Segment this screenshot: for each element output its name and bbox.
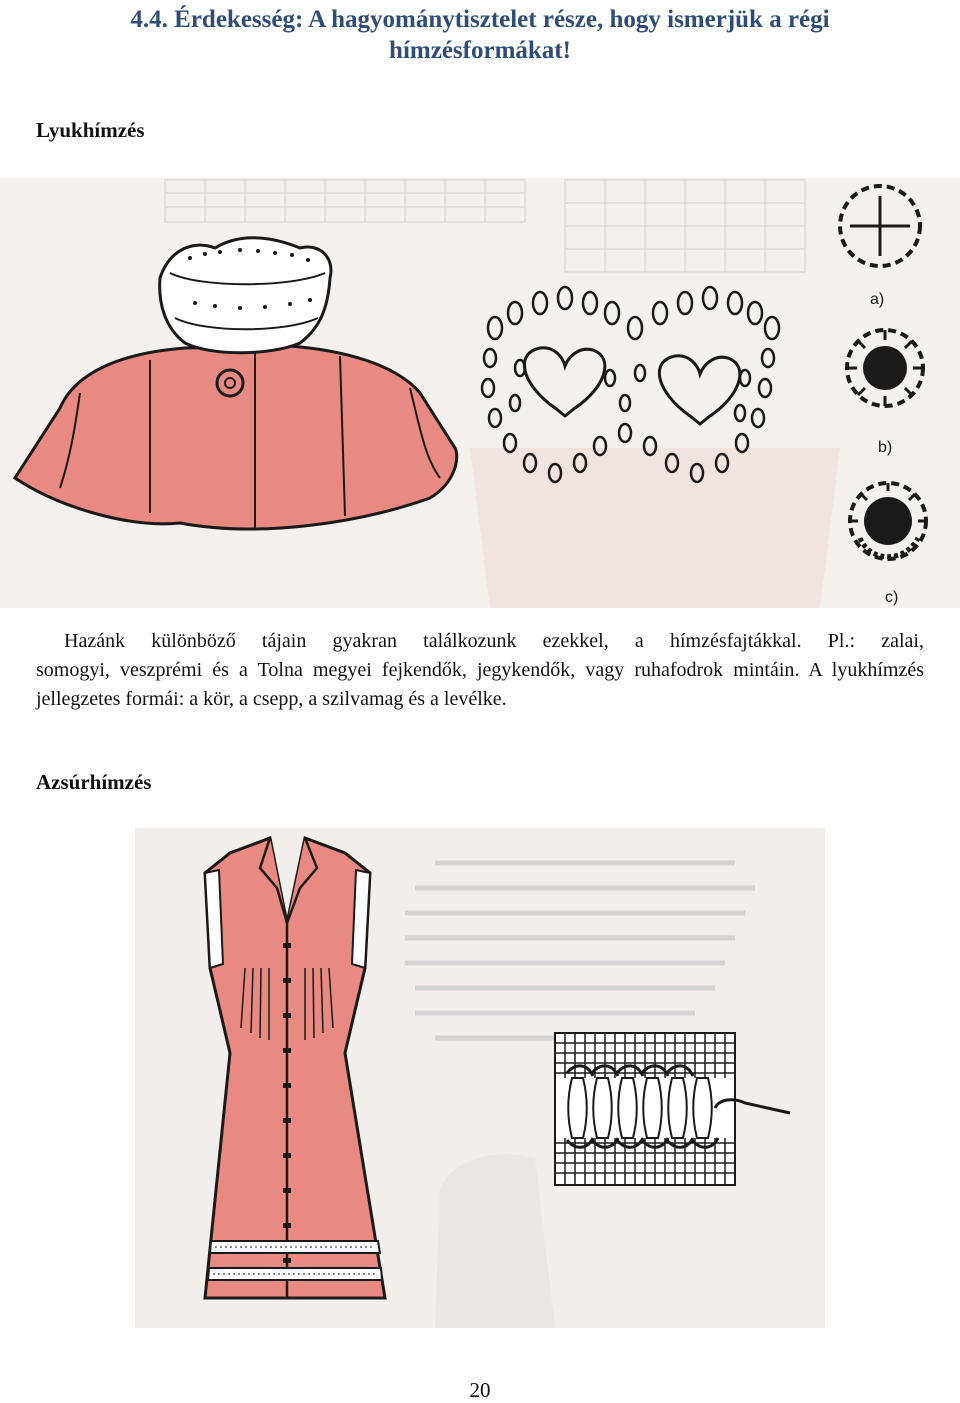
- section-title-lyukhimzes: Lyukhímzés: [36, 118, 145, 142]
- heading-line-2: hímzésformákat!: [389, 37, 571, 64]
- paragraph-first-line: Hazánk különböző tájain gyakran találkozunk ezekkel, a hímzésfajtákkal. Pl.: zalai,: [64, 630, 924, 652]
- page-number: 20: [469, 1378, 491, 1402]
- lyukhimzes-paragraph: [36, 627, 924, 714]
- heading-line-1: 4.4. Érdekesség: A hagyománytisztelet része, hogy ismerjük a régi: [130, 6, 830, 33]
- azsurhimzes-figure: [135, 828, 825, 1328]
- paragraph-rest: somogyi, veszprémi és a Tolna megyei fejkendők, jegykendők, vagy ruhafodrok mintáin. A lyukhímzés jellegzetes formái: a kör, a csepp, a szilvamag és a levélke.: [36, 659, 924, 710]
- label-a: a): [870, 291, 885, 308]
- section-title-azsurhimzes: Azsúrhímzés: [36, 770, 152, 794]
- page-heading: [60, 4, 900, 66]
- label-c: c): [885, 589, 899, 606]
- lyukhimzes-figure: [0, 178, 960, 608]
- label-b: b): [878, 439, 893, 456]
